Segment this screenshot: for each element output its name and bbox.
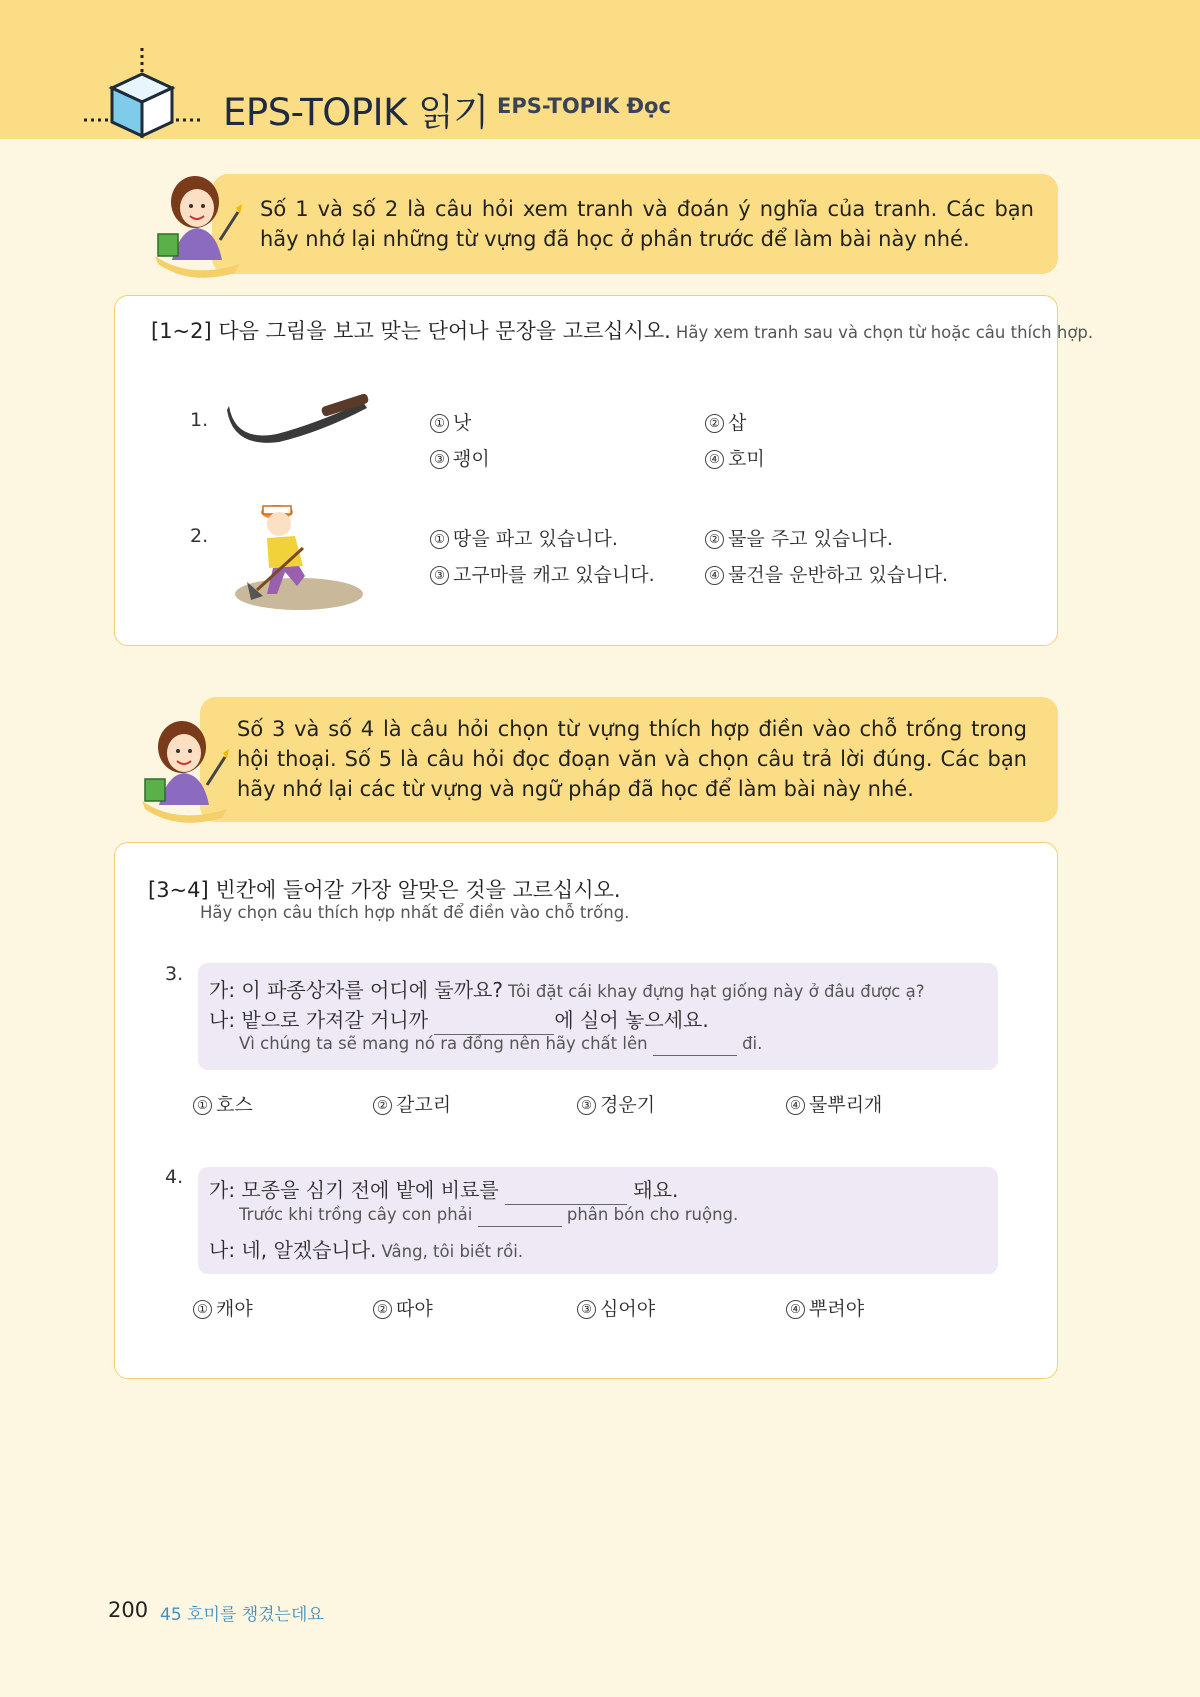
answer-blank (505, 1180, 627, 1205)
option-2-1[interactable] (430, 524, 618, 551)
instruction-ko: [3~4] 빈칸에 들어갈 가장 알맞은 것을 고르십시오. (148, 878, 621, 902)
tip-text-2: Số 3 và số 4 là câu hỏi chọn từ vựng thích hợp điền vào chỗ trống trong hội thoại. Số 5 là câu hỏi đọc đoạn văn và chọn câu trả lời đúng. Các bạn hãy nhớ lại các từ vựng và ngữ pháp đã học để làm bài này nhé. (237, 717, 1027, 801)
question-number: 4. (165, 1166, 184, 1188)
cube-icon (84, 48, 204, 140)
option-mark: ④ (705, 566, 724, 585)
option-mark: ② (705, 414, 724, 433)
dialogue-line (209, 1004, 709, 1035)
dialogue-box-3 (198, 963, 998, 1070)
dialogue-line (239, 1034, 762, 1056)
tip-bubble-1 (212, 174, 1058, 274)
option-1-4[interactable] (705, 444, 765, 471)
option-1-2[interactable] (705, 408, 746, 435)
dialogue-ko: 가: 이 파종상자를 어디에 둘까요? (209, 978, 503, 1002)
option-text: 뿌려야 (809, 1298, 865, 1320)
option-mark: ③ (430, 450, 449, 469)
dialogue-vi: Vâng, tôi biết rồi. (381, 1242, 524, 1261)
header-band (0, 0, 1200, 139)
option-3-4[interactable] (786, 1090, 882, 1117)
instruction-vi: Hãy xem tranh sau và chọn từ hoặc câu thích hợp. (675, 323, 1094, 342)
instruction-line (151, 315, 1093, 345)
dialogue-box-4 (198, 1167, 998, 1274)
question-number: 2. (190, 525, 209, 547)
option-text: 갈고리 (396, 1094, 452, 1116)
page-number: 200 (108, 1598, 149, 1622)
option-text: 낫 (453, 412, 472, 434)
question-box-3-4 (114, 842, 1058, 1379)
answer-blank (478, 1207, 562, 1227)
dialogue-vi: đi. (742, 1034, 763, 1053)
option-mark: ③ (430, 566, 449, 585)
option-mark: ③ (577, 1096, 596, 1115)
answer-blank (434, 1010, 554, 1035)
option-text: 따야 (396, 1298, 433, 1320)
question-box-1-2 (114, 295, 1094, 646)
option-mark: ① (193, 1096, 212, 1115)
tip-text-1: Số 1 và số 2 là câu hỏi xem tranh và đoán ý nghĩa của tranh. Các bạn hãy nhớ lại những từ vựng đã học ở phần trước để làm bài này nhé. (260, 197, 1034, 251)
option-mark: ② (373, 1096, 392, 1115)
option-text: 캐야 (216, 1298, 253, 1320)
dialogue-line (209, 974, 924, 1003)
answer-blank (653, 1036, 737, 1056)
option-mark: ③ (577, 1300, 596, 1319)
teacher-illustration (137, 713, 232, 823)
page-title: EPS-TOPIK 읽기 (223, 91, 489, 134)
option-text: 호스 (216, 1094, 253, 1116)
option-text: 물뿌리개 (809, 1094, 883, 1116)
option-2-2[interactable] (705, 524, 893, 551)
dialogue-ko: 에 실어 놓으세요. (554, 1008, 709, 1032)
dialogue-vi: phân bón cho ruộng. (566, 1205, 739, 1224)
teacher-illustration (150, 168, 245, 278)
option-text: 물건을 운반하고 있습니다. (728, 564, 949, 586)
option-text: 고구마를 캐고 있습니다. (453, 564, 655, 586)
dialogue-line (239, 1205, 738, 1227)
option-4-2[interactable] (373, 1294, 433, 1321)
option-mark: ② (705, 530, 724, 549)
farmer-digging-image (233, 496, 365, 612)
option-3-3[interactable] (577, 1090, 655, 1117)
option-mark: ④ (786, 1300, 805, 1319)
option-mark: ① (430, 530, 449, 549)
option-1-3[interactable] (430, 444, 490, 471)
tip-bubble-2 (200, 697, 1058, 822)
dialogue-ko: 가: 모종을 심기 전에 밭에 비료를 (209, 1178, 499, 1202)
option-2-3[interactable] (430, 560, 655, 587)
option-text: 심어야 (600, 1298, 656, 1320)
sickle-image (225, 394, 375, 446)
option-text: 호미 (728, 448, 765, 470)
option-text: 땅을 파고 있습니다. (453, 528, 618, 550)
option-3-1[interactable] (193, 1090, 253, 1117)
option-4-4[interactable] (786, 1294, 864, 1321)
dialogue-vi: Trước khi trồng cây con phải (239, 1205, 473, 1224)
dialogue-vi: Tôi đặt cái khay đựng hạt giống này ở đâu được ạ? (508, 982, 925, 1001)
page-subtitle: EPS-TOPIK Đọc (497, 94, 671, 118)
option-mark: ① (193, 1300, 212, 1319)
instruction-ko: [1~2] 다음 그림을 보고 맞는 단어나 문장을 고르십시오. (151, 319, 671, 343)
option-text: 삽 (728, 412, 747, 434)
dialogue-ko: 나: 네, 알겠습니다. (209, 1238, 377, 1262)
option-1-1[interactable] (430, 408, 471, 435)
dialogue-ko: 돼요. (633, 1178, 679, 1202)
option-mark: ① (430, 414, 449, 433)
option-text: 물을 주고 있습니다. (728, 528, 893, 550)
option-3-2[interactable] (373, 1090, 451, 1117)
option-4-1[interactable] (193, 1294, 253, 1321)
dialogue-vi: Vì chúng ta sẽ mang nó ra đồng nên hãy chất lên (239, 1034, 648, 1053)
question-number: 1. (190, 409, 209, 431)
dialogue-line (209, 1234, 523, 1263)
instruction-vi: Hãy chọn câu thích hợp nhất để điền vào chỗ trống. (200, 903, 630, 922)
dialogue-line (209, 1174, 678, 1205)
option-2-4[interactable] (705, 560, 948, 587)
option-text: 괭이 (453, 448, 490, 470)
option-mark: ④ (786, 1096, 805, 1115)
option-mark: ② (373, 1300, 392, 1319)
option-text: 경운기 (600, 1094, 656, 1116)
option-4-3[interactable] (577, 1294, 655, 1321)
lesson-title: 45 호미를 챙겼는데요 (160, 1605, 324, 1625)
question-number: 3. (165, 963, 184, 985)
option-mark: ④ (705, 450, 724, 469)
dialogue-ko: 나: 밭으로 가져갈 거니까 (209, 1008, 429, 1032)
